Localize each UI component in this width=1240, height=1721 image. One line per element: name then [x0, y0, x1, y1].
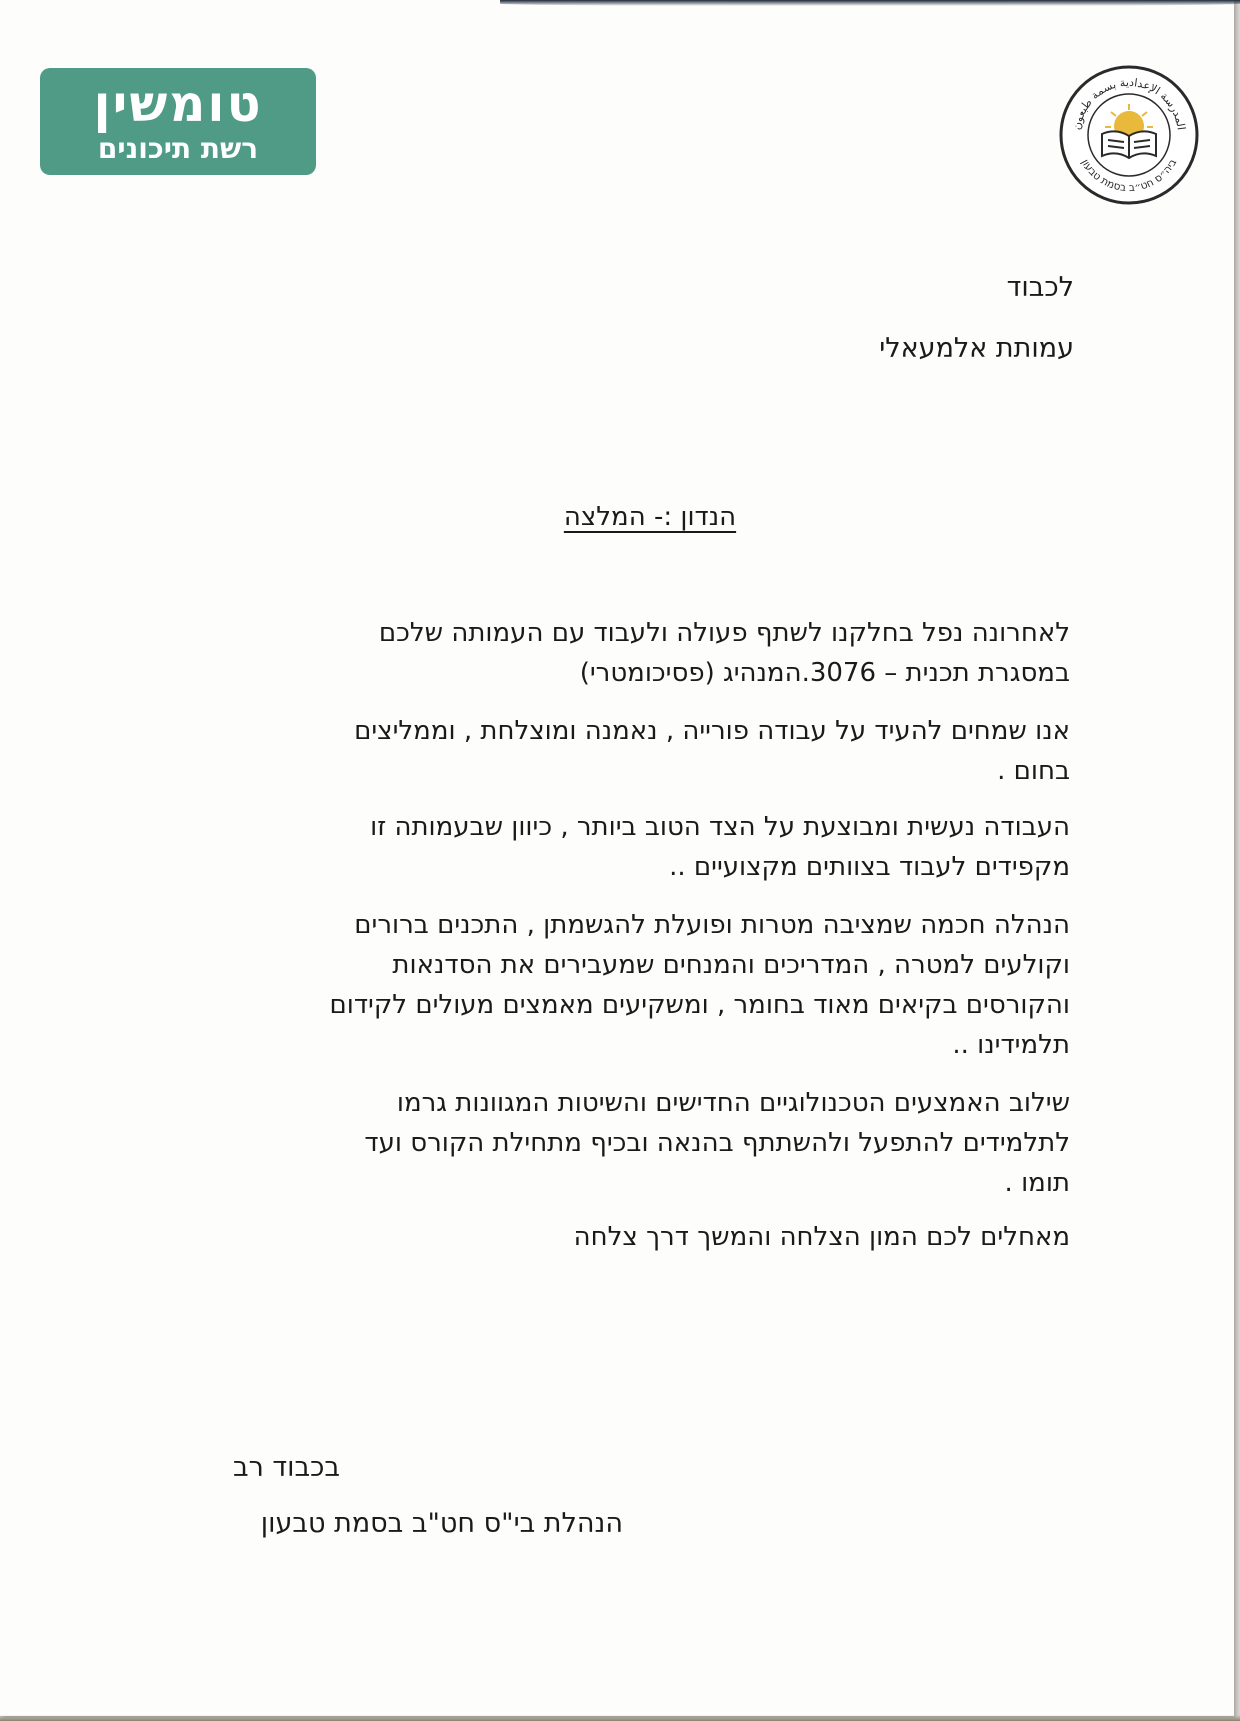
tomashin-logo [40, 68, 316, 175]
paragraph-3-line-2: מקפידים לעבוד בצוותים מקצועיים .. [669, 852, 1070, 882]
closing: בכבוד רב [232, 1452, 340, 1483]
school-seal [1058, 64, 1200, 206]
paragraph-5-line-2: לתלמידים להתפעל ולהשתתף בהנאה ובכיף מתחילת הקורס ועד [364, 1128, 1070, 1158]
paragraph-4-line-3: והקורסים בקיאים מאוד בחומר , ומשקיעים מאמצים מעולים לקידום [329, 990, 1070, 1020]
logo-brand-text: טומשין [93, 75, 263, 133]
salutation: לכבוד [1006, 272, 1074, 303]
paragraph-1-line-2: במסגרת תכנית – 3076.המנהיג (פסיכומטרי) [579, 658, 1070, 688]
paragraph-1-line-1: לאחרונה נפל בחלקנו לשתף פעולה ולעבוד עם העמותה שלכם [378, 618, 1070, 648]
paragraph-4-line-2: וקולעים למטרה , המדריכים והמנחים שמעבירים את הסדנאות [392, 950, 1070, 980]
paragraph-4-line-4: תלמידינו .. [952, 1030, 1070, 1060]
recipient-name: עמותת אלמעאלי [879, 333, 1074, 364]
open-book-icon [1102, 131, 1156, 158]
seal-hebrew-text: ביה״ס חט״ב בסמת טבעון [1078, 157, 1180, 195]
scan-top-shadow [500, 0, 1240, 6]
paragraph-6-line-1: מאחלים לכם המון הצלחה והמשך דרך צלחה [573, 1222, 1070, 1252]
seal-arabic-text: المدرسة الإعدادية بسمة طبعون [1070, 75, 1188, 131]
subject-line: הנדון :- המלצה [563, 502, 737, 532]
paragraph-5-line-1: שילוב האמצעים הטכנולוגיים החדישים והשיטות המגוונות גרמו [396, 1088, 1070, 1118]
paragraph-4-line-1: הנהלה חכמה שמציבה מטרות ופועלת להגשמתן , התכנים ברורים [354, 910, 1070, 940]
signer: הנהלת בי"ס חט"ב בסמת טבעון [260, 1508, 623, 1539]
paragraph-3-line-1: העבודה נעשית ומבוצעת על הצד הטוב ביותר , כיוון שבעמותה זו [370, 812, 1070, 842]
scan-bottom-edge [0, 1715, 1240, 1721]
paragraph-2-line-1: אנו שמחים להעיד על עבודה פורייה , נאמנה ומוצלחת , וממליצים [354, 716, 1070, 746]
paragraph-2-line-2: בחום . [997, 756, 1070, 786]
paragraph-5-line-3: תומו . [1004, 1168, 1070, 1198]
logo-subtitle: רשת תיכונים [97, 132, 259, 165]
